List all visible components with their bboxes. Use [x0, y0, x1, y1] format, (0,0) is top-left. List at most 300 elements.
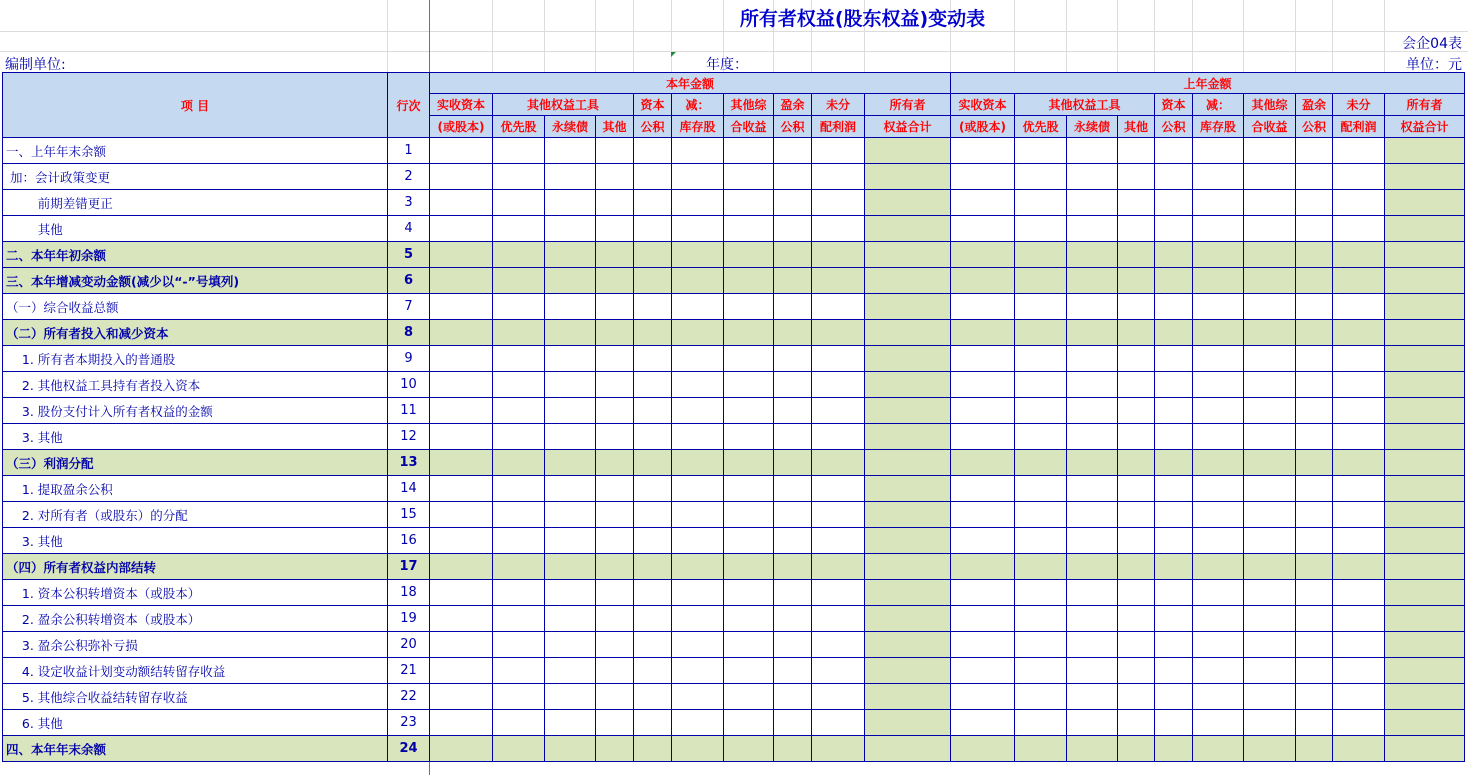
header-total-equity-sub[interactable]: 权益合计 — [1385, 116, 1465, 138]
amount-cell[interactable] — [634, 294, 672, 320]
amount-cell[interactable] — [1333, 606, 1385, 632]
amount-cell[interactable] — [1015, 216, 1067, 242]
row-label[interactable]: 2. 盈余公积转增资本（或股本） — [3, 606, 388, 632]
total-equity-cell[interactable] — [865, 346, 951, 372]
amount-cell[interactable] — [1296, 658, 1333, 684]
amount-cell[interactable] — [596, 320, 634, 346]
amount-cell[interactable] — [1193, 424, 1244, 450]
amount-cell[interactable] — [774, 502, 812, 528]
amount-cell[interactable] — [1333, 216, 1385, 242]
amount-cell[interactable] — [430, 658, 493, 684]
table-row[interactable] — [3, 346, 1465, 372]
amount-cell[interactable] — [1193, 736, 1244, 762]
amount-cell[interactable] — [812, 242, 865, 268]
row-label[interactable]: 3. 其他 — [3, 528, 388, 554]
amount-cell[interactable] — [1067, 658, 1118, 684]
amount-cell[interactable] — [672, 684, 724, 710]
row-label[interactable]: 3. 盈余公积弥补亏损 — [3, 632, 388, 658]
amount-cell[interactable] — [774, 710, 812, 736]
amount-cell[interactable] — [672, 190, 724, 216]
amount-cell[interactable] — [951, 268, 1015, 294]
amount-cell[interactable] — [1118, 736, 1155, 762]
amount-cell[interactable] — [596, 242, 634, 268]
amount-cell[interactable] — [430, 554, 493, 580]
row-label[interactable]: 1. 所有者本期投入的普通股 — [3, 346, 388, 372]
amount-cell[interactable] — [596, 450, 634, 476]
row-line-number[interactable]: 13 — [388, 450, 430, 476]
amount-cell[interactable] — [1296, 580, 1333, 606]
amount-cell[interactable] — [596, 606, 634, 632]
amount-cell[interactable] — [1333, 372, 1385, 398]
row-line-number[interactable]: 24 — [388, 736, 430, 762]
amount-cell[interactable] — [1015, 450, 1067, 476]
amount-cell[interactable] — [724, 372, 774, 398]
amount-cell[interactable] — [430, 476, 493, 502]
header-total-equity-sub[interactable]: 权益合计 — [865, 116, 951, 138]
amount-cell[interactable] — [951, 346, 1015, 372]
total-equity-cell[interactable] — [1385, 320, 1465, 346]
amount-cell[interactable] — [493, 658, 545, 684]
amount-cell[interactable] — [1155, 710, 1193, 736]
amount-cell[interactable] — [812, 424, 865, 450]
header-surplus-reserve-sub[interactable]: 公积 — [774, 116, 812, 138]
header-current-year[interactable]: 本年金额 — [430, 73, 951, 94]
amount-cell[interactable] — [724, 424, 774, 450]
amount-cell[interactable] — [1333, 398, 1385, 424]
header-perpetual-bond[interactable]: 永续债 — [1067, 116, 1118, 138]
amount-cell[interactable] — [430, 190, 493, 216]
amount-cell[interactable] — [724, 320, 774, 346]
amount-cell[interactable] — [774, 684, 812, 710]
amount-cell[interactable] — [493, 242, 545, 268]
amount-cell[interactable] — [493, 528, 545, 554]
amount-cell[interactable] — [1067, 554, 1118, 580]
amount-cell[interactable] — [951, 528, 1015, 554]
amount-cell[interactable] — [1015, 580, 1067, 606]
amount-cell[interactable] — [596, 294, 634, 320]
row-label[interactable]: 4. 设定收益计划变动额结转留存收益 — [3, 658, 388, 684]
amount-cell[interactable] — [1118, 346, 1155, 372]
amount-cell[interactable] — [1067, 372, 1118, 398]
total-equity-cell[interactable] — [1385, 242, 1465, 268]
amount-cell[interactable] — [634, 242, 672, 268]
total-equity-cell[interactable] — [1385, 658, 1465, 684]
row-label[interactable]: （二）所有者投入和减少资本 — [3, 320, 388, 346]
table-row[interactable] — [3, 398, 1465, 424]
amount-cell[interactable] — [1296, 502, 1333, 528]
amount-cell[interactable] — [1118, 580, 1155, 606]
amount-cell[interactable] — [1193, 398, 1244, 424]
amount-cell[interactable] — [672, 242, 724, 268]
amount-cell[interactable] — [1296, 528, 1333, 554]
amount-cell[interactable] — [1118, 476, 1155, 502]
amount-cell[interactable] — [672, 164, 724, 190]
amount-cell[interactable] — [1333, 242, 1385, 268]
total-equity-cell[interactable] — [1385, 268, 1465, 294]
total-equity-cell[interactable] — [1385, 554, 1465, 580]
amount-cell[interactable] — [672, 294, 724, 320]
row-label[interactable]: 2. 其他权益工具持有者投入资本 — [3, 372, 388, 398]
amount-cell[interactable] — [812, 294, 865, 320]
table-row[interactable] — [3, 606, 1465, 632]
amount-cell[interactable] — [724, 580, 774, 606]
total-equity-cell[interactable] — [865, 658, 951, 684]
amount-cell[interactable] — [774, 242, 812, 268]
amount-cell[interactable] — [812, 320, 865, 346]
amount-cell[interactable] — [774, 320, 812, 346]
row-label[interactable]: 一、上年年末余额 — [3, 138, 388, 164]
amount-cell[interactable] — [1244, 424, 1296, 450]
amount-cell[interactable] — [493, 502, 545, 528]
amount-cell[interactable] — [672, 268, 724, 294]
amount-cell[interactable] — [493, 346, 545, 372]
amount-cell[interactable] — [951, 606, 1015, 632]
total-equity-cell[interactable] — [1385, 164, 1465, 190]
amount-cell[interactable] — [1067, 684, 1118, 710]
amount-cell[interactable] — [1296, 190, 1333, 216]
amount-cell[interactable] — [1015, 554, 1067, 580]
header-treasury-stock-sub[interactable]: 库存股 — [672, 116, 724, 138]
total-equity-cell[interactable] — [865, 190, 951, 216]
total-equity-cell[interactable] — [865, 580, 951, 606]
row-line-number[interactable]: 12 — [388, 424, 430, 450]
amount-cell[interactable] — [1067, 320, 1118, 346]
amount-cell[interactable] — [672, 346, 724, 372]
header-other[interactable]: 其他 — [1118, 116, 1155, 138]
amount-cell[interactable] — [951, 658, 1015, 684]
row-label[interactable]: 加：会计政策变更 — [3, 164, 388, 190]
amount-cell[interactable] — [1118, 684, 1155, 710]
amount-cell[interactable] — [545, 320, 596, 346]
table-row[interactable] — [3, 450, 1465, 476]
total-equity-cell[interactable] — [1385, 398, 1465, 424]
amount-cell[interactable] — [812, 684, 865, 710]
amount-cell[interactable] — [493, 320, 545, 346]
amount-cell[interactable] — [493, 268, 545, 294]
amount-cell[interactable] — [634, 658, 672, 684]
amount-cell[interactable] — [596, 424, 634, 450]
amount-cell[interactable] — [1155, 554, 1193, 580]
amount-cell[interactable] — [951, 580, 1015, 606]
amount-cell[interactable] — [951, 736, 1015, 762]
total-equity-cell[interactable] — [865, 476, 951, 502]
amount-cell[interactable] — [724, 398, 774, 424]
amount-cell[interactable] — [672, 476, 724, 502]
amount-cell[interactable] — [1015, 138, 1067, 164]
amount-cell[interactable] — [1193, 216, 1244, 242]
amount-cell[interactable] — [774, 190, 812, 216]
header-capital-reserve-sub[interactable]: 公积 — [1155, 116, 1193, 138]
amount-cell[interactable] — [724, 294, 774, 320]
total-equity-cell[interactable] — [865, 242, 951, 268]
amount-cell[interactable] — [634, 190, 672, 216]
amount-cell[interactable] — [1296, 710, 1333, 736]
row-label[interactable]: （四）所有者权益内部结转 — [3, 554, 388, 580]
header-other-equity-instruments[interactable]: 其他权益工具 — [1015, 94, 1155, 116]
amount-cell[interactable] — [430, 736, 493, 762]
amount-cell[interactable] — [430, 398, 493, 424]
total-equity-cell[interactable] — [865, 320, 951, 346]
amount-cell[interactable] — [1244, 346, 1296, 372]
amount-cell[interactable] — [430, 528, 493, 554]
amount-cell[interactable] — [724, 528, 774, 554]
amount-cell[interactable] — [1067, 268, 1118, 294]
amount-cell[interactable] — [951, 710, 1015, 736]
amount-cell[interactable] — [634, 268, 672, 294]
header-prior-year[interactable]: 上年金额 — [951, 73, 1465, 94]
amount-cell[interactable] — [1244, 528, 1296, 554]
amount-cell[interactable] — [672, 580, 724, 606]
amount-cell[interactable] — [951, 242, 1015, 268]
table-row[interactable] — [3, 710, 1465, 736]
amount-cell[interactable] — [1333, 476, 1385, 502]
amount-cell[interactable] — [1015, 502, 1067, 528]
amount-cell[interactable] — [596, 658, 634, 684]
amount-cell[interactable] — [774, 294, 812, 320]
amount-cell[interactable] — [1118, 242, 1155, 268]
amount-cell[interactable] — [1015, 658, 1067, 684]
amount-cell[interactable] — [545, 528, 596, 554]
table-row[interactable] — [3, 502, 1465, 528]
header-line-no[interactable]: 行次 — [388, 73, 430, 138]
amount-cell[interactable] — [1193, 190, 1244, 216]
amount-cell[interactable] — [774, 736, 812, 762]
amount-cell[interactable] — [1333, 580, 1385, 606]
amount-cell[interactable] — [1015, 320, 1067, 346]
amount-cell[interactable] — [1244, 554, 1296, 580]
amount-cell[interactable] — [1155, 606, 1193, 632]
amount-cell[interactable] — [1015, 710, 1067, 736]
amount-cell[interactable] — [1155, 268, 1193, 294]
amount-cell[interactable] — [951, 632, 1015, 658]
amount-cell[interactable] — [634, 606, 672, 632]
amount-cell[interactable] — [1118, 554, 1155, 580]
amount-cell[interactable] — [951, 450, 1015, 476]
amount-cell[interactable] — [634, 346, 672, 372]
total-equity-cell[interactable] — [1385, 736, 1465, 762]
amount-cell[interactable] — [672, 320, 724, 346]
amount-cell[interactable] — [1333, 528, 1385, 554]
amount-cell[interactable] — [1118, 606, 1155, 632]
amount-cell[interactable] — [1118, 138, 1155, 164]
header-undistributed-profit-sub[interactable]: 配利润 — [812, 116, 865, 138]
amount-cell[interactable] — [430, 320, 493, 346]
total-equity-cell[interactable] — [865, 424, 951, 450]
amount-cell[interactable] — [1155, 502, 1193, 528]
header-undistributed-profit[interactable]: 未分 — [812, 94, 865, 116]
amount-cell[interactable] — [1067, 580, 1118, 606]
header-oci-sub[interactable]: 合收益 — [1244, 116, 1296, 138]
amount-cell[interactable] — [672, 658, 724, 684]
amount-cell[interactable] — [812, 554, 865, 580]
amount-cell[interactable] — [724, 736, 774, 762]
amount-cell[interactable] — [596, 632, 634, 658]
amount-cell[interactable] — [672, 632, 724, 658]
table-row[interactable] — [3, 736, 1465, 762]
table-row[interactable] — [3, 424, 1465, 450]
amount-cell[interactable] — [1067, 710, 1118, 736]
amount-cell[interactable] — [724, 242, 774, 268]
amount-cell[interactable] — [634, 580, 672, 606]
amount-cell[interactable] — [1067, 138, 1118, 164]
row-line-number[interactable]: 3 — [388, 190, 430, 216]
amount-cell[interactable] — [1193, 476, 1244, 502]
amount-cell[interactable] — [774, 164, 812, 190]
row-line-number[interactable]: 4 — [388, 216, 430, 242]
row-line-number[interactable]: 15 — [388, 502, 430, 528]
amount-cell[interactable] — [1118, 372, 1155, 398]
amount-cell[interactable] — [545, 658, 596, 684]
amount-cell[interactable] — [1015, 528, 1067, 554]
amount-cell[interactable] — [1015, 606, 1067, 632]
amount-cell[interactable] — [545, 710, 596, 736]
amount-cell[interactable] — [672, 606, 724, 632]
amount-cell[interactable] — [1333, 502, 1385, 528]
table-row[interactable] — [3, 138, 1465, 164]
row-line-number[interactable]: 17 — [388, 554, 430, 580]
amount-cell[interactable] — [634, 216, 672, 242]
table-row[interactable] — [3, 268, 1465, 294]
total-equity-cell[interactable] — [865, 164, 951, 190]
table-row[interactable] — [3, 580, 1465, 606]
amount-cell[interactable] — [1296, 242, 1333, 268]
amount-cell[interactable] — [1015, 268, 1067, 294]
total-equity-cell[interactable] — [1385, 632, 1465, 658]
table-row[interactable] — [3, 554, 1465, 580]
amount-cell[interactable] — [724, 476, 774, 502]
amount-cell[interactable] — [724, 710, 774, 736]
amount-cell[interactable] — [545, 684, 596, 710]
row-line-number[interactable]: 1 — [388, 138, 430, 164]
amount-cell[interactable] — [1193, 528, 1244, 554]
amount-cell[interactable] — [596, 216, 634, 242]
amount-cell[interactable] — [812, 398, 865, 424]
amount-cell[interactable] — [1244, 190, 1296, 216]
amount-cell[interactable] — [1015, 684, 1067, 710]
header-preferred-stock[interactable]: 优先股 — [493, 116, 545, 138]
amount-cell[interactable] — [1118, 190, 1155, 216]
row-label[interactable]: （三）利润分配 — [3, 450, 388, 476]
amount-cell[interactable] — [545, 502, 596, 528]
amount-cell[interactable] — [1118, 710, 1155, 736]
amount-cell[interactable] — [1244, 242, 1296, 268]
amount-cell[interactable] — [951, 320, 1015, 346]
amount-cell[interactable] — [1193, 164, 1244, 190]
amount-cell[interactable] — [812, 632, 865, 658]
row-label[interactable]: 3. 股份支付计入所有者权益的金额 — [3, 398, 388, 424]
amount-cell[interactable] — [545, 346, 596, 372]
amount-cell[interactable] — [672, 372, 724, 398]
amount-cell[interactable] — [545, 398, 596, 424]
header-total-equity[interactable]: 所有者 — [1385, 94, 1465, 116]
amount-cell[interactable] — [774, 658, 812, 684]
amount-cell[interactable] — [596, 476, 634, 502]
amount-cell[interactable] — [1118, 424, 1155, 450]
amount-cell[interactable] — [1015, 294, 1067, 320]
amount-cell[interactable] — [493, 294, 545, 320]
amount-cell[interactable] — [1296, 450, 1333, 476]
amount-cell[interactable] — [1015, 424, 1067, 450]
table-row[interactable] — [3, 164, 1465, 190]
amount-cell[interactable] — [1067, 216, 1118, 242]
header-treasury-stock-sub[interactable]: 库存股 — [1193, 116, 1244, 138]
amount-cell[interactable] — [1155, 216, 1193, 242]
amount-cell[interactable] — [1244, 164, 1296, 190]
amount-cell[interactable] — [596, 372, 634, 398]
amount-cell[interactable] — [672, 398, 724, 424]
amount-cell[interactable] — [1193, 268, 1244, 294]
amount-cell[interactable] — [1193, 502, 1244, 528]
amount-cell[interactable] — [1193, 606, 1244, 632]
amount-cell[interactable] — [951, 164, 1015, 190]
total-equity-cell[interactable] — [1385, 528, 1465, 554]
header-surplus-reserve[interactable]: 盈余 — [774, 94, 812, 116]
amount-cell[interactable] — [774, 554, 812, 580]
row-label[interactable]: 3. 其他 — [3, 424, 388, 450]
amount-cell[interactable] — [634, 710, 672, 736]
amount-cell[interactable] — [1244, 684, 1296, 710]
amount-cell[interactable] — [951, 138, 1015, 164]
row-line-number[interactable]: 5 — [388, 242, 430, 268]
amount-cell[interactable] — [634, 424, 672, 450]
amount-cell[interactable] — [951, 216, 1015, 242]
amount-cell[interactable] — [774, 450, 812, 476]
amount-cell[interactable] — [596, 138, 634, 164]
amount-cell[interactable] — [634, 164, 672, 190]
total-equity-cell[interactable] — [865, 606, 951, 632]
amount-cell[interactable] — [596, 528, 634, 554]
row-label[interactable]: 2. 对所有者（或股东）的分配 — [3, 502, 388, 528]
row-line-number[interactable]: 18 — [388, 580, 430, 606]
amount-cell[interactable] — [812, 528, 865, 554]
amount-cell[interactable] — [1296, 320, 1333, 346]
row-line-number[interactable]: 20 — [388, 632, 430, 658]
amount-cell[interactable] — [1296, 346, 1333, 372]
amount-cell[interactable] — [1296, 606, 1333, 632]
amount-cell[interactable] — [774, 138, 812, 164]
amount-cell[interactable] — [812, 502, 865, 528]
amount-cell[interactable] — [812, 346, 865, 372]
amount-cell[interactable] — [493, 450, 545, 476]
amount-cell[interactable] — [634, 450, 672, 476]
amount-cell[interactable] — [430, 710, 493, 736]
amount-cell[interactable] — [1193, 450, 1244, 476]
amount-cell[interactable] — [1155, 138, 1193, 164]
amount-cell[interactable] — [430, 164, 493, 190]
amount-cell[interactable] — [1296, 424, 1333, 450]
amount-cell[interactable] — [545, 216, 596, 242]
header-capital-reserve-sub[interactable]: 公积 — [634, 116, 672, 138]
total-equity-cell[interactable] — [1385, 424, 1465, 450]
row-line-number[interactable]: 7 — [388, 294, 430, 320]
table-row[interactable] — [3, 294, 1465, 320]
table-row[interactable] — [3, 528, 1465, 554]
header-oci-sub[interactable]: 合收益 — [724, 116, 774, 138]
amount-cell[interactable] — [493, 398, 545, 424]
amount-cell[interactable] — [545, 294, 596, 320]
amount-cell[interactable] — [545, 632, 596, 658]
amount-cell[interactable] — [1118, 528, 1155, 554]
amount-cell[interactable] — [1118, 216, 1155, 242]
amount-cell[interactable] — [1296, 684, 1333, 710]
amount-cell[interactable] — [596, 190, 634, 216]
amount-cell[interactable] — [493, 138, 545, 164]
amount-cell[interactable] — [1015, 346, 1067, 372]
amount-cell[interactable] — [724, 216, 774, 242]
amount-cell[interactable] — [1244, 216, 1296, 242]
amount-cell[interactable] — [1333, 424, 1385, 450]
amount-cell[interactable] — [634, 632, 672, 658]
